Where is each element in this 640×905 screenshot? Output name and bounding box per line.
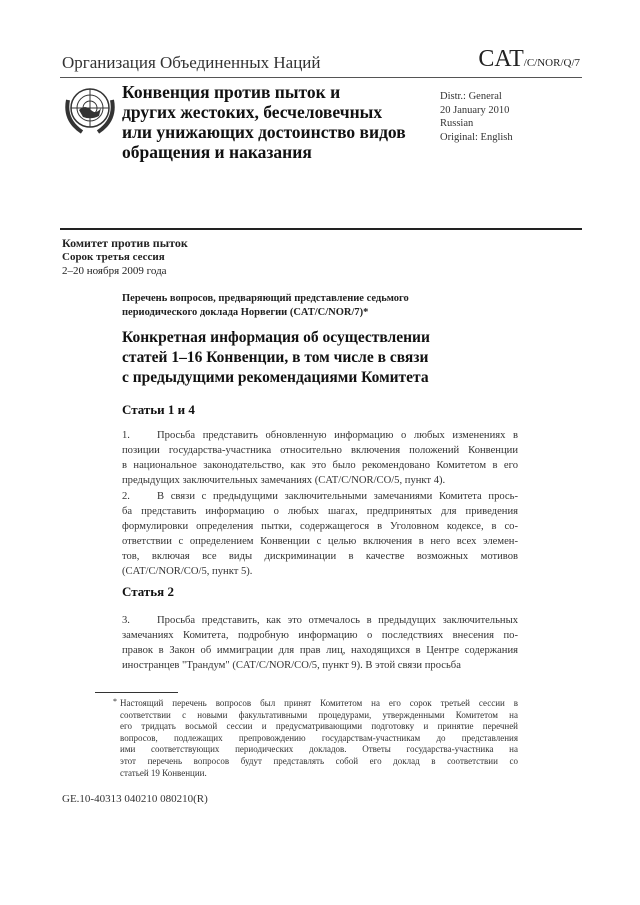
organization-name: Организация Объединенных Наций [62, 53, 321, 72]
line-text: Настоящий перечень вопросов был принят Комитетом на его сорок третьей сессии в [120, 698, 518, 708]
text-line [122, 443, 518, 458]
line-text: (CAT/C/NOR/CO/5, пункт 5). [122, 566, 253, 577]
main-heading [122, 328, 430, 388]
language-line: Russian [440, 118, 474, 129]
text-line [122, 534, 518, 549]
intro-line: периодического доклада Норвегии (CAT/C/NOR/7)* [122, 307, 369, 318]
text-line [122, 549, 518, 564]
line-text: иностранцев "Трандум" (CAT/C/NOR/CO/5, пункт 9). В этой связи просьба [122, 660, 461, 671]
paragraph-number: 1. [122, 430, 130, 441]
title-rule [60, 228, 582, 230]
committee-name: Комитет против пыток [62, 236, 188, 250]
intro-line: Перечень вопросов, предваряющий представление седьмого [122, 293, 409, 304]
footnote [120, 698, 518, 779]
distribution-line: Distr.: General [440, 91, 502, 102]
title-line: или унижающих достоинство видов [122, 122, 406, 142]
line-text: ответствии с определением Конвенции с целью включения в него всех элемен- [122, 536, 518, 547]
distribution-block [440, 90, 513, 144]
session-dates: 2–20 ноября 2009 года [62, 265, 167, 277]
line-text: ба представить информацию о любых шагах, предпринятых для приведения [122, 506, 518, 517]
document-symbol [478, 46, 580, 73]
symbol-suffix: /C/NOR/Q/7 [523, 57, 580, 69]
line-text: ими соответствующих периодических докладов. Ответы государства-участника на [120, 744, 518, 755]
text-line [122, 428, 518, 443]
text-line [120, 698, 518, 710]
line-text: статьей 19 Конвенции. [120, 767, 207, 778]
footnote-mark: * [113, 697, 117, 706]
line-text: Просьба представить обновленную информацию о любых изменениях в [157, 430, 518, 441]
text-line [122, 628, 518, 643]
text-line [122, 489, 518, 504]
document-code: GE.10-40313 040210 080210(R) [62, 793, 208, 805]
text-line [120, 710, 518, 722]
line-text: предыдущих заключительных замечаниях (CAT/C/NOR/CO/5, пункт 4). [122, 475, 446, 486]
intro-heading [122, 292, 422, 320]
paragraph-number: 2. [122, 491, 130, 502]
text-line [122, 613, 518, 628]
date-line: 20 January 2010 [440, 104, 510, 116]
text-line [120, 733, 518, 745]
line-text: тов, включая все виды дискриминации в качестве возможных мотивов [122, 551, 518, 562]
session: Сорок третья сессия [62, 251, 165, 263]
un-emblem-icon [62, 82, 118, 138]
line-text: правок в Закон об иммиграции для прав лиц, находящихся в Центре содержания [122, 645, 518, 656]
line-text: замечаниях Комитета, подробную информацию о последствиях внесения по- [122, 630, 518, 641]
paragraph-number: 3. [122, 615, 130, 626]
line-text: соответствии с новыми факультативными процедурами, утвержденными Комитетом на [120, 709, 518, 720]
footnote-rule [95, 692, 178, 693]
committee-block [62, 236, 188, 278]
symbol-main: CAT [478, 46, 524, 72]
text-line [122, 564, 518, 579]
line-text: его тридцать восьмой сессии и предусматривающими подготовку и принятие перечней [120, 721, 518, 732]
heading-line: Конкретная информация об осуществлении [122, 329, 430, 346]
paragraph-1 [122, 428, 518, 488]
line-text: Просьба представить, как это отмечалось в предыдущих заключительных [157, 615, 518, 626]
line-text: в национальное законодательство, как это было рекомендовано Комитетом в его [122, 460, 518, 471]
heading-line: с предыдущими рекомендациями Комитета [122, 369, 429, 386]
line-text: позиции государства-участника относительно включения положений Конвенции [122, 445, 518, 456]
title-line: обращения и наказания [122, 142, 312, 162]
convention-title [122, 82, 406, 162]
text-line [122, 658, 518, 673]
text-line [120, 744, 518, 756]
heading-line: статей 1–16 Конвенции, в том числе в связи [122, 349, 429, 366]
title-line: других жестоких, бесчеловечных [122, 102, 383, 122]
text-line [122, 504, 518, 519]
text-line [120, 756, 518, 768]
paragraph-2 [122, 489, 518, 579]
section-heading-1: Статьи 1 и 4 [122, 402, 195, 417]
text-line [122, 643, 518, 658]
line-text: вопросов, подлежащих препровождению государствам-участникам до представления [120, 732, 518, 743]
header-rule [60, 77, 582, 78]
text-line [122, 458, 518, 473]
line-text: В связи с предыдущими заключительными замечаниями Комитета прось- [157, 491, 518, 502]
line-text: этот перечень вопросов будут представлять собой его доклад в соответствии со [120, 755, 518, 766]
text-line [122, 473, 518, 488]
title-line: Конвенция против пыток и [122, 82, 341, 102]
line-text: формулировки определения пытки, содержащегося в Уголовном кодексе, в со- [122, 521, 518, 532]
paragraph-3 [122, 613, 518, 673]
text-line [120, 721, 518, 733]
text-line [120, 768, 518, 780]
text-line [122, 519, 518, 534]
section-heading-2: Статья 2 [122, 584, 174, 599]
original-language-line: Original: English [440, 131, 513, 143]
